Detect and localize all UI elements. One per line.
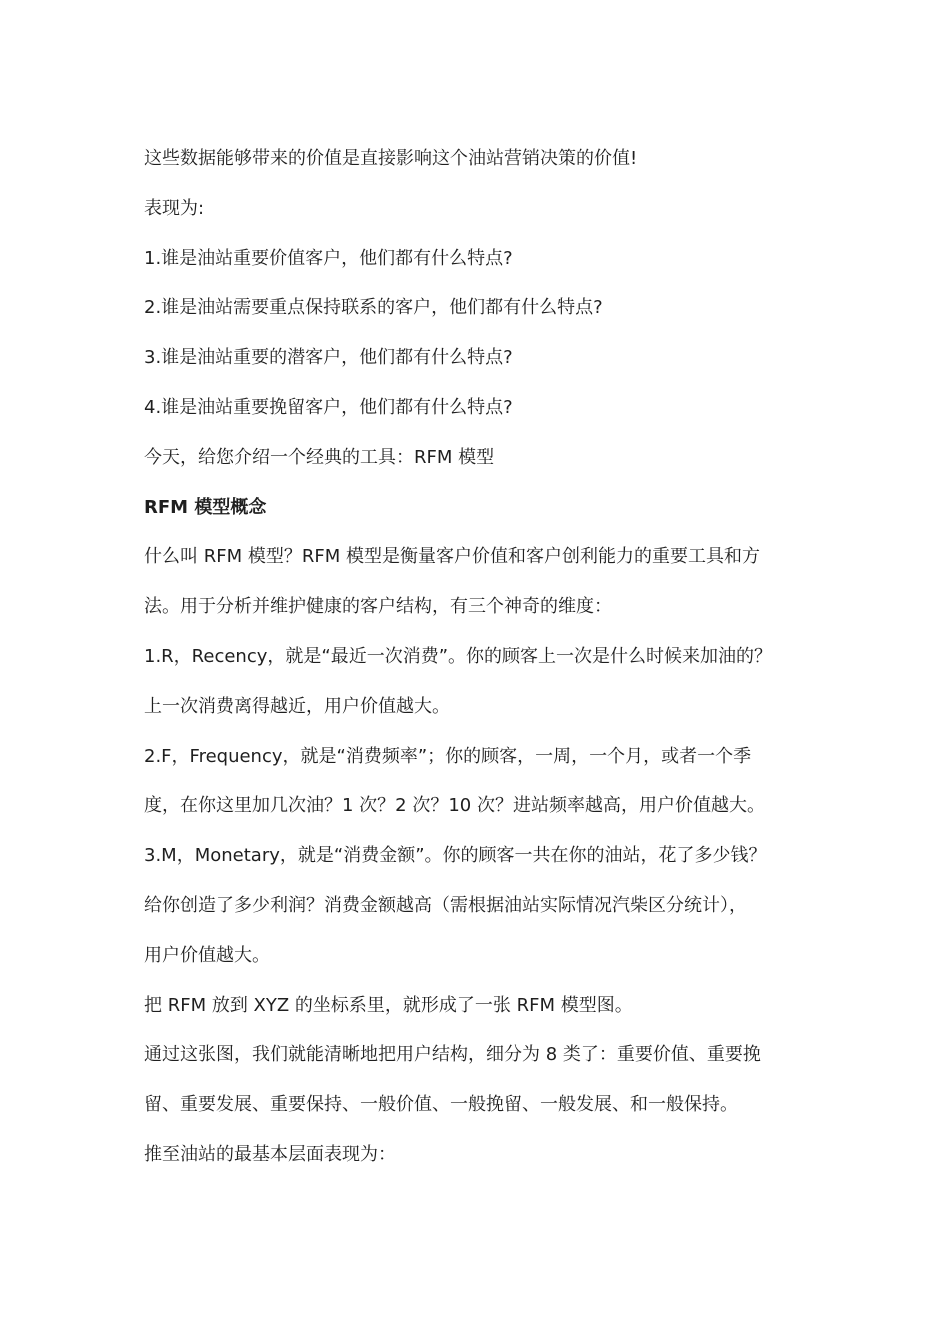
- paragraph-manifestation-label: 表现为:: [144, 197, 205, 219]
- dimension-frequency-line-1: 2.F，Frequency，就是“消费频率”；你的顾客，一周，一个月，或者一个季: [144, 745, 752, 767]
- paragraph-station-level: 推至油站的最基本层面表现为：: [144, 1143, 396, 1165]
- paragraph-intro-value: 这些数据能够带来的价值是直接影响这个油站营销决策的价值!: [144, 148, 638, 169]
- question-item-3: 3.谁是油站重要的潜客户，他们都有什么特点?: [144, 347, 513, 369]
- paragraph-tool-intro: 今天，给您介绍一个经典的工具：RFM 模型: [144, 446, 495, 468]
- dimension-monetary-line-2: 给你创造了多少利润？消费金额越高（需根据油站实际情况汽柴区分统计），: [144, 894, 747, 916]
- dimension-monetary-line-1: 3.M，Monetary，就是“消费金额”。你的顾客一共在你的油站，花了多少钱？: [144, 845, 767, 867]
- paragraph-rfm-definition-line-2: 法。用于分析并维护健康的客户结构，有三个神奇的维度：: [144, 596, 612, 618]
- paragraph-rfm-xyz: 把 RFM 放到 XYZ 的坐标系里，就形成了一张 RFM 模型图。: [144, 994, 633, 1016]
- paragraph-segments-line-2: 留、重要发展、重要保持、一般价值、一般挽留、一般发展、和一般保持。: [144, 1094, 738, 1116]
- question-item-2: 2.谁是油站需要重点保持联系的客户，他们都有什么特点?: [144, 297, 603, 319]
- question-item-4: 4.谁是油站重要挽留客户，他们都有什么特点?: [144, 396, 513, 418]
- dimension-monetary-line-3: 用户价值越大。: [144, 944, 270, 966]
- section-heading-rfm-concept: RFM 模型概念: [144, 496, 267, 518]
- document-body: [144, 134, 824, 1180]
- dimension-recency-line-1: 1.R，Recency，就是“最近一次消费”。你的顾客上一次是什么时候来加油的？: [144, 645, 773, 667]
- question-item-1: 1.谁是油站重要价值客户，他们都有什么特点?: [144, 247, 513, 269]
- paragraph-rfm-definition-line-1: 什么叫 RFM 模型？RFM 模型是衡量客户价值和客户创利能力的重要工具和方: [144, 546, 760, 568]
- paragraph-segments-line-1: 通过这张图，我们就能清晰地把用户结构，细分为 8 类了：重要价值、重要挽: [144, 1044, 761, 1066]
- dimension-recency-line-2: 上一次消费离得越近，用户价值越大。: [144, 695, 450, 717]
- dimension-frequency-line-2: 度，在你这里加几次油？1 次？2 次？10 次？进站频率越高，用户价值越大。: [144, 795, 765, 817]
